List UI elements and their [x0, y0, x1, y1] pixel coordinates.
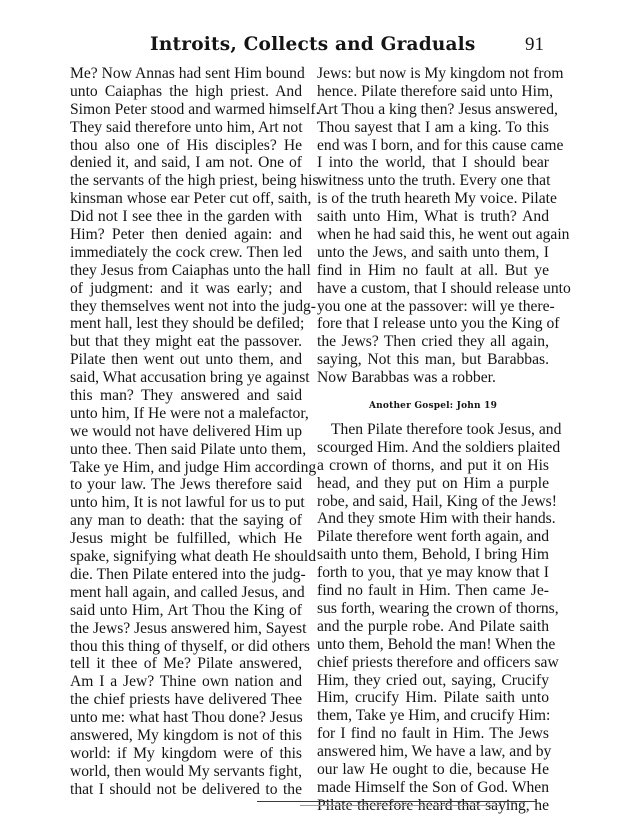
text-line: Him, crucify Him. Pilate saith unto: [317, 689, 549, 707]
text-line: the Jews? Then cried they all again,: [317, 333, 549, 351]
text-line: Pilate then went out unto them, and: [70, 351, 302, 369]
text-line: saying, Not this man, but Barabbas.: [317, 351, 549, 369]
text-line: a crown of thorns, and put it on His: [317, 456, 549, 474]
text-line: Pilate therefore heard that saying, he: [317, 796, 549, 814]
text-line: tell it thee of Me? Pilate answered,: [70, 655, 302, 673]
text-line: ment hall, lest they should be defiled;: [70, 315, 305, 333]
text-line: our law He ought to die, because He: [317, 760, 549, 778]
text-line: scourged Him. And the soldiers plaited: [317, 438, 561, 456]
text-line: robe, and said, Hail, King of the Jews!: [317, 492, 557, 510]
text-line: Am I a Jew? Thine own nation and: [70, 673, 302, 691]
text-line: die. Then Pilate entered into the judg-: [70, 565, 306, 583]
text-line: unto him, If He were not a malefactor,: [70, 404, 309, 422]
text-line: Thou sayest that I am a king. To this: [317, 118, 549, 136]
text-line: unto me: what hast Thou done? Jesus: [70, 709, 303, 727]
text-line: Then Pilate therefore took Jesus, and: [331, 421, 562, 439]
page-header: [0, 33, 640, 59]
text-line: saith unto them, Behold, I bring Him: [317, 546, 549, 564]
text-line: is of the truth heareth My voice. Pilate: [317, 190, 557, 208]
text-line: them, Take ye Him, and crucify Him:: [317, 707, 551, 725]
text-line: the servants of the high priest, being his: [70, 172, 319, 190]
text-line: end was I born, and for this cause came: [317, 136, 564, 154]
text-line: said, What accusation bring ye against: [70, 369, 310, 387]
text-line: They said therefore unto him, Art not: [70, 118, 303, 136]
text-line: forth to you, that ye may know that I: [317, 564, 549, 582]
text-line: to your law. The Jews therefore said: [70, 476, 302, 494]
text-line: and the purple robe. And Pilate saith: [317, 617, 549, 635]
text-line: Simon Peter stood and warmed himself.: [70, 100, 320, 118]
text-line: kinsman whose ear Peter cut off, saith,: [70, 190, 312, 208]
text-line: witness unto the truth. Every one that: [317, 172, 551, 190]
text-line: find no fault in Him. Then came Je-: [317, 582, 549, 600]
text-line: denied it, and said, I am not. One of: [70, 154, 302, 172]
page-number: 91: [525, 34, 544, 55]
text-line: answered, My kingdom is not of this: [70, 726, 302, 744]
text-line: answered him, We have a law, and by: [317, 743, 552, 761]
text-line: that I should not be delivered to the: [70, 780, 302, 798]
text-line: hence. Pilate therefore said unto Him,: [317, 82, 553, 100]
text-line: And they smote Him with their hands.: [317, 510, 556, 528]
running-title: Introits, Collects and Graduals: [150, 34, 476, 55]
text-line: immediately the cock crew. Then led: [70, 243, 302, 261]
text-line: unto the Jews, and saith unto them, I: [317, 243, 549, 261]
text-line: Jews: but now is My kingdom not from: [317, 65, 564, 82]
text-line: of judgment: and it was early; and: [70, 279, 302, 297]
text-line: have a custom, that I should release unto: [317, 279, 571, 297]
text-line: unto them, Behold the man! When the: [317, 635, 556, 653]
text-line: head, and they put on Him a purple: [317, 474, 549, 492]
footer-rule: [257, 801, 537, 802]
text-line: Jesus might be fulfilled, which He: [70, 530, 302, 548]
text-line: when he had said this, he went out again: [317, 226, 570, 244]
text-line: Me? Now Annas had sent Him bound: [70, 65, 305, 82]
text-line: but that they might eat the passover.: [70, 333, 302, 351]
text-line: thou also one of His disciples? He: [70, 136, 302, 154]
text-line: ment hall again, and called Jesus, and: [70, 583, 305, 601]
text-line: unto Caiaphas the high priest. And: [70, 82, 302, 100]
text-line: sus forth, wearing the crown of thorns,: [317, 599, 559, 617]
section-heading: Another Gospel: John 19: [368, 401, 498, 412]
text-line: saith unto Him, What is truth? And: [317, 208, 549, 226]
text-line: spake, signifying what death He should: [70, 548, 316, 566]
text-line: made Himself the Son of God. When: [317, 778, 549, 796]
text-line: Did not I see thee in the garden with: [70, 208, 302, 226]
text-line: they Jesus from Caiaphas unto the hall: [70, 261, 311, 279]
text-line: I into the world, that I should bear: [317, 154, 549, 172]
text-line: unto him, It is not lawful for us to put: [70, 494, 305, 512]
text-line: the chief priests have delivered Thee: [70, 691, 302, 709]
right-column: [317, 65, 571, 815]
text-line: you one at the passover: will ye there-: [317, 297, 555, 315]
text-line: fore that I release unto you the King of: [317, 315, 560, 333]
text-line: said unto Him, Art Thou the King of: [70, 601, 302, 619]
text-line: any man to death: that the saying of: [70, 512, 302, 530]
text-line: we would not have delivered Him up: [70, 422, 302, 440]
text-line: Pilate therefore went forth again, and: [317, 528, 550, 546]
text-line: Art Thou a king then? Jesus answered,: [317, 100, 558, 118]
text-line: world: if My kingdom were of this: [70, 744, 302, 762]
text-line: find in Him no fault at all. But ye: [317, 261, 549, 279]
text-line: this man? They answered and said: [70, 387, 302, 405]
text-line: for I find no fault in Him. The Jews: [317, 725, 549, 743]
text-line: Him, they cried out, saying, Crucify: [317, 671, 549, 689]
text-line: they themselves went not into the judg-: [70, 297, 316, 315]
footer-rule-secondary: [300, 805, 500, 806]
text-line: Take ye Him, and judge Him according: [70, 458, 317, 476]
text-line: chief priests therefore and officers saw: [317, 653, 559, 671]
text-line: unto thee. Then said Pilate unto them,: [70, 440, 307, 458]
text-line: the Jews? Jesus answered him, Sayest: [70, 619, 307, 637]
text-line: Now Barabbas was a robber.: [317, 369, 496, 387]
left-column: [70, 65, 320, 799]
text-line: thou this thing of thyself, or did others: [70, 637, 310, 655]
text-line: Him? Peter then denied again: and: [70, 226, 302, 244]
text-line: world, then would My servants fight,: [70, 762, 302, 780]
